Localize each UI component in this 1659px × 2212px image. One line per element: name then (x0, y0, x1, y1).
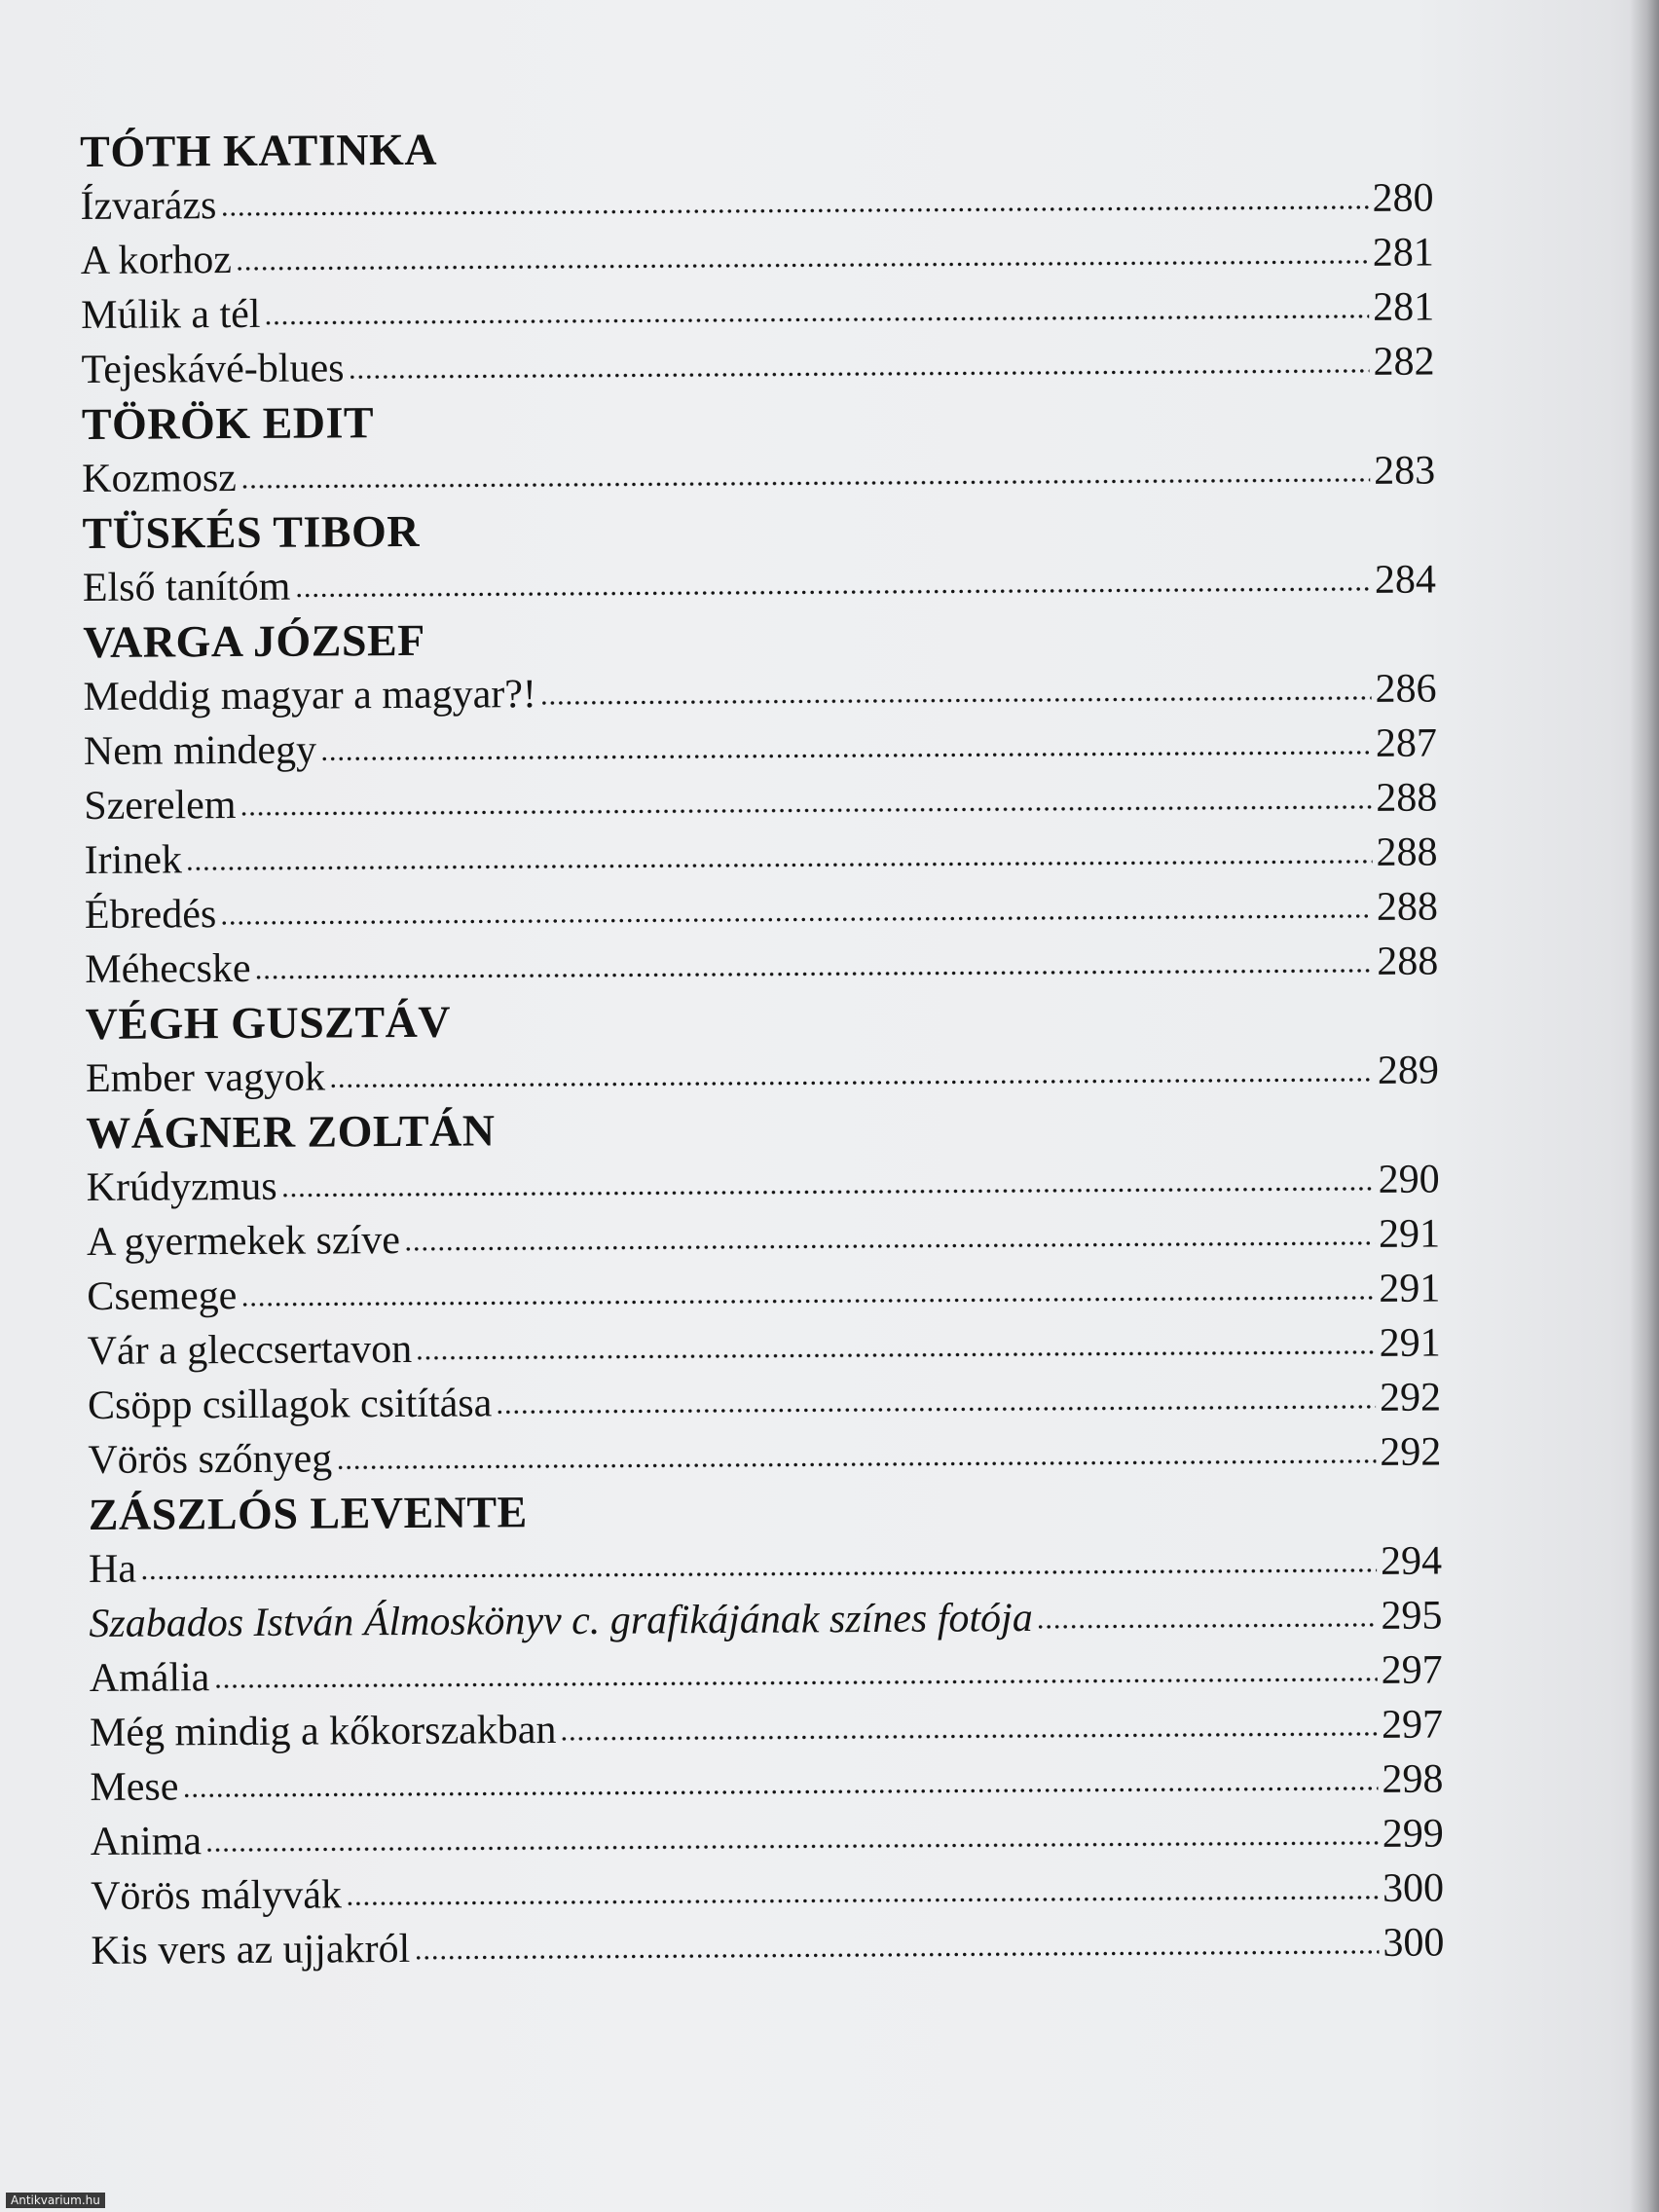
toc-entry (86, 1043, 1439, 1105)
toc-section (82, 498, 1436, 615)
dot-leader (213, 1675, 1377, 1691)
entry-title: Csemege (87, 1273, 238, 1319)
page-number: 283 (1374, 448, 1436, 494)
dot-leader (416, 1347, 1376, 1363)
entry-title: Vörös mályvák (90, 1872, 343, 1919)
page-number: 286 (1375, 666, 1437, 712)
entry-title: Tejeskávé-blues (81, 346, 345, 392)
toc-entry (85, 934, 1438, 996)
toc-entry (85, 879, 1438, 941)
entry-title: A korhoz (80, 238, 233, 283)
toc-entry (86, 1152, 1439, 1214)
dot-leader (236, 257, 1369, 274)
entry-title: Méhecske (85, 945, 251, 992)
toc-entry (84, 716, 1437, 778)
page-number: 297 (1381, 1647, 1443, 1693)
toc-entry (81, 226, 1434, 288)
table-of-contents (80, 117, 1445, 1978)
entry-title: Anima (90, 1819, 203, 1864)
entry-title: Szerelem (84, 783, 237, 829)
dot-leader (560, 1729, 1378, 1744)
toc-entry (90, 1697, 1443, 1759)
page-number: 291 (1379, 1320, 1441, 1366)
entry-title: Csöpp csillagok csitítása (87, 1381, 493, 1428)
entry-title: Mese (90, 1764, 179, 1810)
dot-leader (349, 366, 1370, 382)
page-number: 282 (1373, 339, 1435, 385)
author-heading: VÉGH GUSZTÁV (85, 996, 452, 1049)
entry-title: Kis vers az ujjakról (91, 1926, 411, 1973)
entry-title: Ébredés (84, 892, 217, 938)
author-heading: ZÁSZLÓS LEVENTE (88, 1487, 528, 1539)
entry-title: Vár a gleccsertavon (87, 1326, 413, 1374)
dot-leader (205, 1838, 1379, 1855)
toc-section (82, 389, 1436, 506)
toc-entry (91, 1806, 1444, 1868)
toc-entry (81, 280, 1434, 343)
toc-entry (80, 171, 1433, 234)
dot-leader (336, 1456, 1376, 1473)
toc-section (85, 988, 1439, 1105)
entry-title: Kozmosz (82, 456, 238, 501)
toc-entry (91, 1861, 1444, 1923)
watermark: Antikvarium.hu (6, 2193, 105, 2208)
page-number: 300 (1382, 1920, 1445, 1966)
entry-title: Még mindig a kőkorszakban (89, 1708, 557, 1755)
toc-entry (88, 1424, 1441, 1487)
page-number: 290 (1378, 1157, 1440, 1202)
author-heading: TÓTH KATINKA (80, 124, 438, 176)
toc-entry (88, 1370, 1441, 1432)
dot-leader (346, 1893, 1379, 1908)
entry-title: Nem mindegy (83, 727, 317, 774)
page-number: 281 (1372, 230, 1434, 276)
toc-entry (90, 1642, 1443, 1705)
dot-leader (240, 475, 1370, 492)
toc-section (83, 607, 1438, 996)
page-number: 289 (1377, 1048, 1440, 1093)
author-heading: VARGA JÓZSEF (83, 614, 425, 667)
toc-entry (81, 335, 1434, 397)
entry-title: Krúdyzmus (86, 1163, 277, 1210)
toc-entry (83, 661, 1436, 723)
page-number: 280 (1372, 175, 1434, 221)
toc-section (86, 1097, 1441, 1487)
entry-title: Ízvarázs (80, 183, 217, 229)
page-number: 287 (1375, 720, 1438, 766)
entry-title: A gyermekek szíve (86, 1218, 401, 1265)
entry-title: Szabados István Álmoskönyv c. grafikájának színes fotója (89, 1596, 1033, 1646)
dot-leader (220, 203, 1368, 219)
author-heading: WÁGNER ZOLTÁN (86, 1105, 496, 1158)
toc-entry (89, 1533, 1442, 1596)
page-number: 295 (1381, 1593, 1443, 1639)
author-heading: TÖRÖK EDIT (81, 397, 375, 449)
dot-leader (414, 1947, 1379, 1963)
page-number: 288 (1376, 775, 1438, 821)
dot-leader (186, 857, 1373, 873)
toc-entry (83, 553, 1436, 615)
dot-leader (182, 1784, 1378, 1801)
entry-title: Első tanítóm (82, 564, 291, 610)
page-number: 288 (1376, 884, 1439, 930)
entry-title: Irinek (84, 837, 183, 883)
dot-leader (404, 1238, 1375, 1254)
page-number: 298 (1382, 1756, 1444, 1802)
author-heading: TÜSKÉS TIBOR (82, 505, 421, 558)
dot-leader (255, 966, 1374, 982)
page-number: 284 (1374, 557, 1437, 603)
dot-leader (540, 693, 1372, 708)
dot-leader (240, 802, 1373, 819)
page-number: 300 (1382, 1865, 1445, 1911)
toc-section (89, 1479, 1445, 1977)
page-edge-shadow (1630, 0, 1659, 2212)
page-number: 291 (1379, 1266, 1441, 1311)
toc-entry (89, 1588, 1442, 1650)
page-number: 288 (1377, 939, 1439, 984)
dot-leader (140, 1566, 1377, 1583)
toc-entry (87, 1206, 1440, 1269)
dot-leader (240, 1293, 1375, 1309)
dot-leader (329, 1075, 1374, 1091)
toc-entry (82, 444, 1435, 506)
entry-title: Ember vagyok (85, 1054, 326, 1101)
toc-entry (90, 1751, 1443, 1814)
page-number: 297 (1381, 1702, 1444, 1748)
page-number: 288 (1376, 830, 1438, 875)
dot-leader (496, 1402, 1376, 1418)
entry-title: Meddig magyar a magyar?! (83, 672, 537, 719)
page-number: 299 (1382, 1811, 1444, 1857)
page-number: 292 (1379, 1375, 1442, 1420)
page-number: 291 (1378, 1211, 1441, 1257)
toc-entry (84, 770, 1437, 832)
entry-title: Amália (89, 1655, 210, 1701)
dot-leader (320, 748, 1372, 764)
entry-title: Múlik a tél (81, 291, 261, 338)
dot-leader (220, 911, 1373, 928)
toc-entry (84, 825, 1437, 887)
toc-entry (88, 1315, 1441, 1378)
toc-entry (91, 1915, 1444, 1977)
dot-leader (294, 584, 1371, 601)
entry-title: Ha (88, 1546, 137, 1592)
page-number: 281 (1373, 284, 1435, 330)
dot-leader (265, 312, 1370, 328)
page-number: 294 (1380, 1538, 1443, 1584)
entry-title: Vörös szőnyeg (88, 1436, 333, 1483)
page-number: 292 (1380, 1429, 1442, 1475)
dot-leader (1037, 1620, 1378, 1632)
toc-section (80, 117, 1435, 397)
dot-leader (281, 1184, 1375, 1200)
toc-entry (87, 1261, 1440, 1323)
